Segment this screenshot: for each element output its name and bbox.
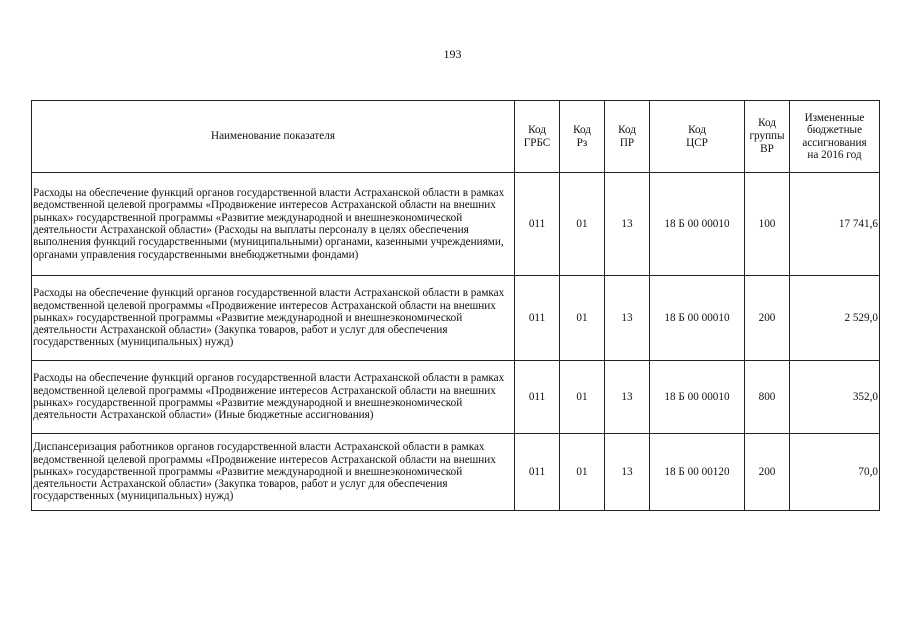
header-amount-line: Измененные — [804, 111, 865, 124]
row-rz: 01 — [560, 361, 605, 434]
row-amount: 352,0 — [790, 361, 880, 434]
header-csr-line: Код — [688, 123, 706, 136]
row-rz: 01 — [560, 173, 605, 276]
header-grbs-line: ГРБС — [523, 136, 551, 149]
row-amount: 70,0 — [790, 434, 880, 511]
header-pr-line: ПР — [619, 136, 635, 149]
header-name — [32, 101, 515, 173]
page-number: 193 — [443, 47, 462, 61]
header-amount-line: ассигнования — [802, 136, 867, 149]
budget-table — [31, 100, 880, 511]
header-grbs — [515, 101, 560, 173]
header-amount-line: бюджетные — [806, 124, 863, 136]
row-name: Расходы на обеспечение функций органов государственной власти Астраханской области в рамках ведомственной целевой программы «Продвижение интересов Астраханской области на внешних рынках» государственной программы «Развитие международной и внешнеэкономической деятельности Астраханской области» (Иные бюджетные ассигнования) — [32, 361, 515, 434]
row-amount: 17 741,6 — [790, 173, 880, 276]
row-vr: 200 — [745, 434, 790, 511]
row-grbs: 011 — [515, 361, 560, 434]
row-csr: 18 Б 00 00010 — [650, 361, 745, 434]
header-pr — [605, 101, 650, 173]
table-row — [32, 361, 880, 434]
header-amount — [790, 101, 880, 173]
row-vr: 200 — [745, 276, 790, 361]
header-csr — [650, 101, 745, 173]
row-name: Расходы на обеспечение функций органов государственной власти Астраханской области в рамках ведомственной целевой программы «Продвижение интересов Астраханской области на внешних рынках» государственной программы «Развитие международной и внешнеэкономической деятельности Астраханской области» (Расходы на выплаты персоналу в целях обеспечения выполнения функций государственными (муниципальными) органами, казенными учреждениями, органами управления государственными внебюджетными фондами) — [32, 173, 515, 276]
row-csr: 18 Б 00 00120 — [650, 434, 745, 511]
header-grbs-line: Код — [528, 123, 546, 136]
header-rz-line: Код — [573, 123, 591, 136]
row-amount: 2 529,0 — [790, 276, 880, 361]
header-rz — [560, 101, 605, 173]
table-row — [32, 276, 880, 361]
row-name: Диспансеризация работников органов государственной власти Астраханской области в рамках ведомственной целевой программы «Продвижение интересов Астраханской области на внешних рынках» государственной программы «Развитие международной и внешнеэкономической деятельности Астраханской области» (Закупка товаров, работ и услуг для обеспечения государственных (муниципальных) нужд) — [32, 434, 515, 511]
row-pr: 13 — [605, 434, 650, 511]
header-amount-line: на 2016 год — [807, 149, 862, 161]
row-vr: 100 — [745, 173, 790, 276]
row-name: Расходы на обеспечение функций органов государственной власти Астраханской области в рамках ведомственной целевой программы «Продвижение интересов Астраханской области на внешних рынках» государственной программы «Развитие международной и внешнеэкономической деятельности Астраханской области» (Закупка товаров, работ и услуг для обеспечения государственных (муниципальных) нужд) — [32, 276, 515, 361]
header-vr-line: Код — [758, 117, 776, 129]
header-vr — [745, 101, 790, 173]
row-pr: 13 — [605, 361, 650, 434]
header-pr-line: Код — [618, 123, 636, 136]
row-grbs: 011 — [515, 276, 560, 361]
row-rz: 01 — [560, 276, 605, 361]
row-csr: 18 Б 00 00010 — [650, 173, 745, 276]
row-grbs: 011 — [515, 173, 560, 276]
row-pr: 13 — [605, 173, 650, 276]
table-row — [32, 434, 880, 511]
row-rz: 01 — [560, 434, 605, 511]
header-name-label: Наименование показателя — [211, 130, 335, 142]
header-rz-line: Рз — [576, 136, 588, 149]
header-vr-line: ВР — [760, 143, 774, 155]
row-grbs: 011 — [515, 434, 560, 511]
row-csr: 18 Б 00 00010 — [650, 276, 745, 361]
header-csr-line: ЦСР — [686, 136, 708, 149]
header-vr-line: группы — [749, 130, 785, 142]
table-row — [32, 173, 880, 276]
table-header-row — [32, 101, 880, 173]
row-pr: 13 — [605, 276, 650, 361]
row-vr: 800 — [745, 361, 790, 434]
